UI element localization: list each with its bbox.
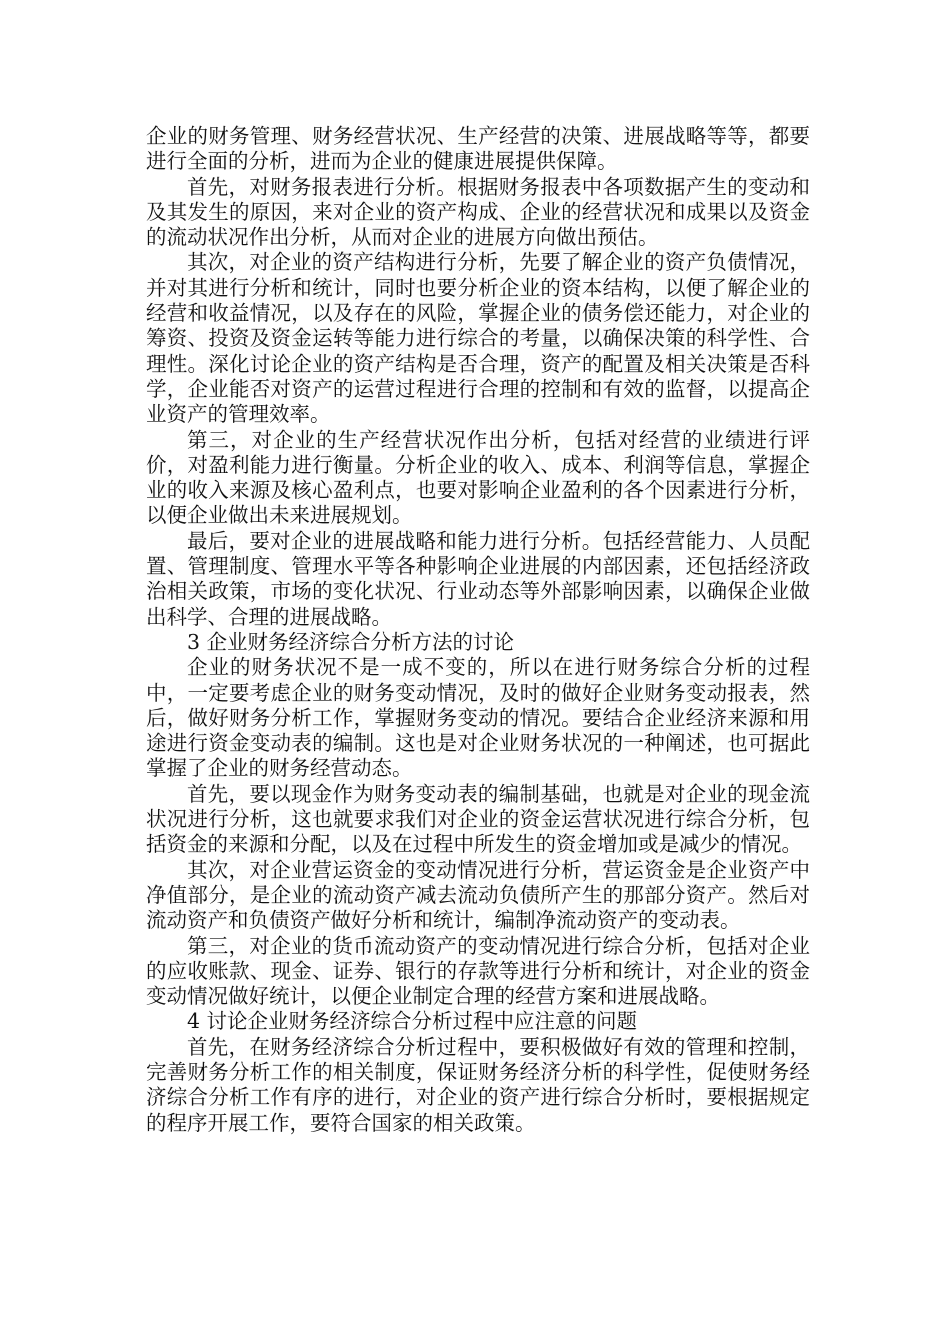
paragraph-cash-basis: 首先，要以现金作为财务变动表的编制基础，也就是对企业的现金流状况进行分析，这也就要求我们对企业的资金运营状况进行综合分析，包括资金的来源和分配，以及在过程中所发生的资金增加或是减少的情况。 xyxy=(146,781,810,857)
document-body xyxy=(146,124,810,1136)
paragraph-intro-continuation: 企业的财务管理、财务经营状况、生产经营的决策、进展战略等等，都要进行全面的分析，进而为企业的健康进展提供保障。 xyxy=(146,124,810,174)
paragraph-methods-intro: 企业的财务状况不是一成不变的，所以在进行财务综合分析的过程中，一定要考虑企业的财务变动情况，及时的做好企业财务变动报表，然后，做好财务分析工作，掌握财务变动的情况。要结合企业经济来源和用途进行资金变动表的编制。这也是对企业财务状况的一种阐述，也可据此掌握了企业的财务经营动态。 xyxy=(146,655,810,781)
paragraph-working-capital: 其次，对企业营运资金的变动情况进行分析，营运资金是企业资产中净值部分，是企业的流动资产减去流动负债所产生的那部分资产。然后对流动资产和负债资产做好分析和统计，编制净流动资产的变动表。 xyxy=(146,857,810,933)
paragraph-operations: 第三，对企业的生产经营状况作出分析，包括对经营的业绩进行评价，对盈利能力进行衡量。分析企业的收入、成本、利润等信息，掌握企业的收入来源及核心盈利点，也要对影响企业盈利的各个因素进行分析，以便企业做出未来进展规划。 xyxy=(146,427,810,528)
paragraph-monetary-assets: 第三，对企业的货币流动资产的变动情况进行综合分析，包括对企业的应收账款、现金、证券、银行的存款等进行分析和统计，对企业的资金变动情况做好统计，以便企业制定合理的经营方案和进展战略。 xyxy=(146,933,810,1009)
paragraph-strategy: 最后，要对企业的进展战略和能力进行分析。包括经营能力、人员配置、管理制度、管理水平等各种影响企业进展的内部因素，还包括经济政治相关政策，市场的变化状况、行业动态等外部影响因素，以确保企业做出科学、合理的进展战略。 xyxy=(146,528,810,629)
paragraph-management-control: 首先，在财务经济综合分析过程中，要积极做好有效的管理和控制，完善财务分析工作的相关制度，保证财务经济分析的科学性，促使财务经济综合分析工作有序的进行，对企业的资产进行综合分析时，要根据规定的程序开展工作，要符合国家的相关政策。 xyxy=(146,1034,810,1135)
section-heading-4: 4 讨论企业财务经济综合分析过程中应注意的问题 xyxy=(187,1009,638,1034)
section-heading-3: 3 企业财务经济综合分析方法的讨论 xyxy=(187,629,515,654)
paragraph-financial-statements: 首先，对财务报表进行分析。根据财务报表中各项数据产生的变动和及其发生的原因，来对企业的资产构成、企业的经营状况和成果以及资金的流动状况作出分析，从而对企业的进展方向做出预估。 xyxy=(146,174,810,250)
paragraph-asset-structure: 其次，对企业的资产结构进行分析，先要了解企业的资产负债情况，并对其进行分析和统计，同时也要分析企业的资本结构，以便了解企业的经营和收益情况，以及存在的风险，掌握企业的债务偿还能力，对企业的筹资、投资及资金运转等能力进行综合的考量，以确保决策的科学性、合理性。深化讨论企业的资产结构是否合理，资产的配置及相关决策是否科学，企业能否对资产的运营过程进行合理的控制和有效的监督，以提高企业资产的管理效率。 xyxy=(146,250,810,427)
